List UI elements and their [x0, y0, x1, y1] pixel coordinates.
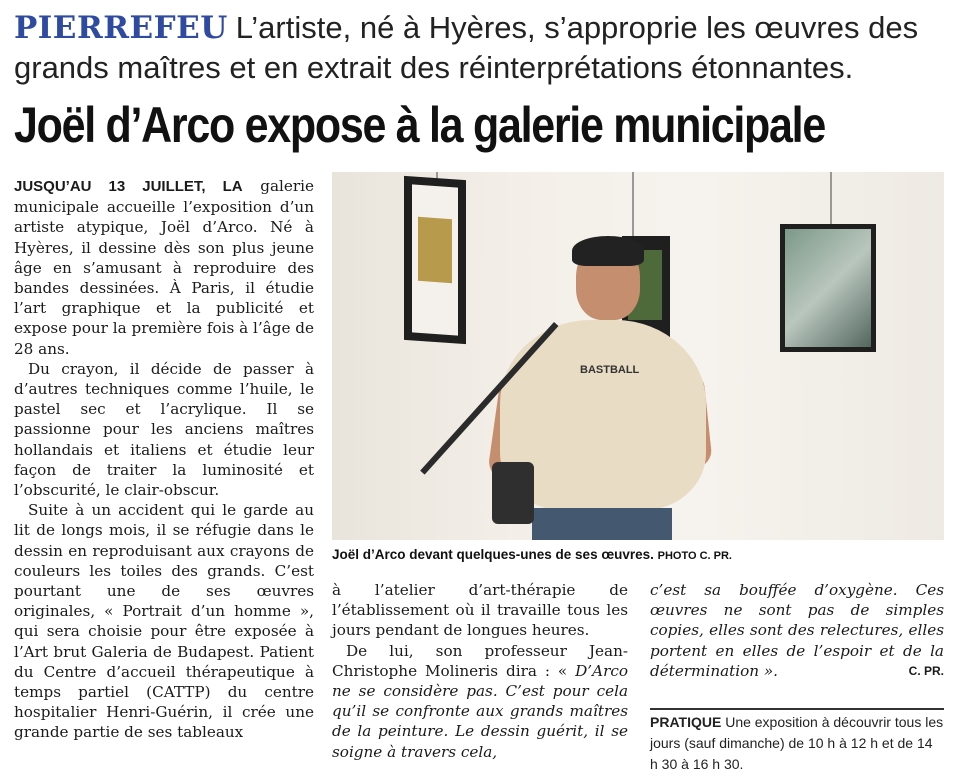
author-signature: C. PR.	[908, 663, 944, 678]
paragraph-6-text: c’est sa bouffée d’oxygène. Ces œuvres ne sont pas de simples copies, elles sont des relectures, elles portent en elles de l’espoir et de la détermination ».	[650, 581, 944, 680]
paragraph-5-intro: De lui, son professeur Jean-Christophe Molineris dira : «	[332, 641, 628, 680]
paragraph-6	[650, 580, 944, 681]
paragraph-3: Suite à un accident qui le garde au lit de longs mois, il se réfugie dans le dessin en reproduisant aux crayons de couleurs les toiles des grands. C’est pourtant une de ses œuvres originales, « Portrait d’un homme », qui sera choisie pour être exposée à l’Art brut Galeria de Budapest. Patient du Centre d’accueil thérapeutique à temps partiel (CATTP) du centre hospitalier Henri-Guérin, il crée une grande partie de ses tableaux	[14, 501, 314, 742]
painting-3	[785, 229, 871, 347]
paragraph-5	[332, 641, 628, 762]
practical-info-title: PRATIQUE	[650, 714, 722, 730]
painting-1	[418, 217, 452, 283]
article-column-3	[650, 580, 944, 681]
paragraph-4: à l’atelier d’art-thérapie de l’établissement où il travaille tous les jours pendant de longues heures.	[332, 581, 628, 640]
hanging-wire	[632, 172, 634, 238]
paragraph-1-text: galerie municipale accueille l’exposition d’un artiste atypique, Joël d’Arco. Né à Hyères, il dessine dès son plus jeune âge en s’amusant à reproduire des bandes dessinées. À Paris, il étudie l’art graphique et la publicité et expose pour la première fois à l’âge de 28 ans.	[14, 177, 314, 358]
shirt-text: BASTBALL	[580, 364, 640, 376]
painting-frame-1	[404, 176, 466, 344]
hanging-wire	[830, 172, 832, 226]
photo-credit: PHOTO C. PR.	[657, 550, 732, 562]
lead-in: JUSQU’AU 13 JUILLET, LA	[14, 178, 243, 195]
article-column-1	[14, 176, 314, 743]
practical-info-text: Une exposition à découvrir tous les jours (sauf dimanche) de 10 h à 12 h et de 14 h 30 à 16 h 30.	[650, 714, 944, 772]
photo-caption	[332, 546, 944, 565]
person-hair	[572, 236, 644, 266]
headline: Joël d’Arco expose à la galerie municipale	[14, 97, 825, 153]
paragraph-2: Du crayon, il décide de passer à d’autres techniques comme l’huile, le pastel sec et l’acrylique. Il se passionne pour les anciens maîtres hollandais et italiens et étudie leur façon de traiter la luminosité et l’obscurité, le clair-obscur.	[14, 359, 314, 500]
article-column-2	[332, 580, 628, 762]
article-photo	[332, 172, 944, 540]
kicker-text: L’artiste, né à Hyères, s’approprie les œuvres des grands maîtres et en extrait des réinterprétations étonnantes.	[14, 10, 919, 85]
practical-info-box	[650, 708, 944, 775]
painting-frame-3	[780, 224, 876, 352]
caption-text: Joël d’Arco devant quelques-unes de ses œuvres.	[332, 547, 654, 562]
location-label: PIERREFEU	[14, 10, 228, 46]
shoulder-bag	[492, 462, 534, 524]
kicker	[14, 8, 954, 88]
person-legs	[532, 508, 672, 540]
paragraph-1	[14, 176, 314, 359]
paragraph-5-quote: D’Arco ne se considère pas. C’est pour cela qu’il se confronte aux grands maîtres de la peinture. Le dessin guérit, il se soigne à travers cela,	[332, 661, 628, 761]
